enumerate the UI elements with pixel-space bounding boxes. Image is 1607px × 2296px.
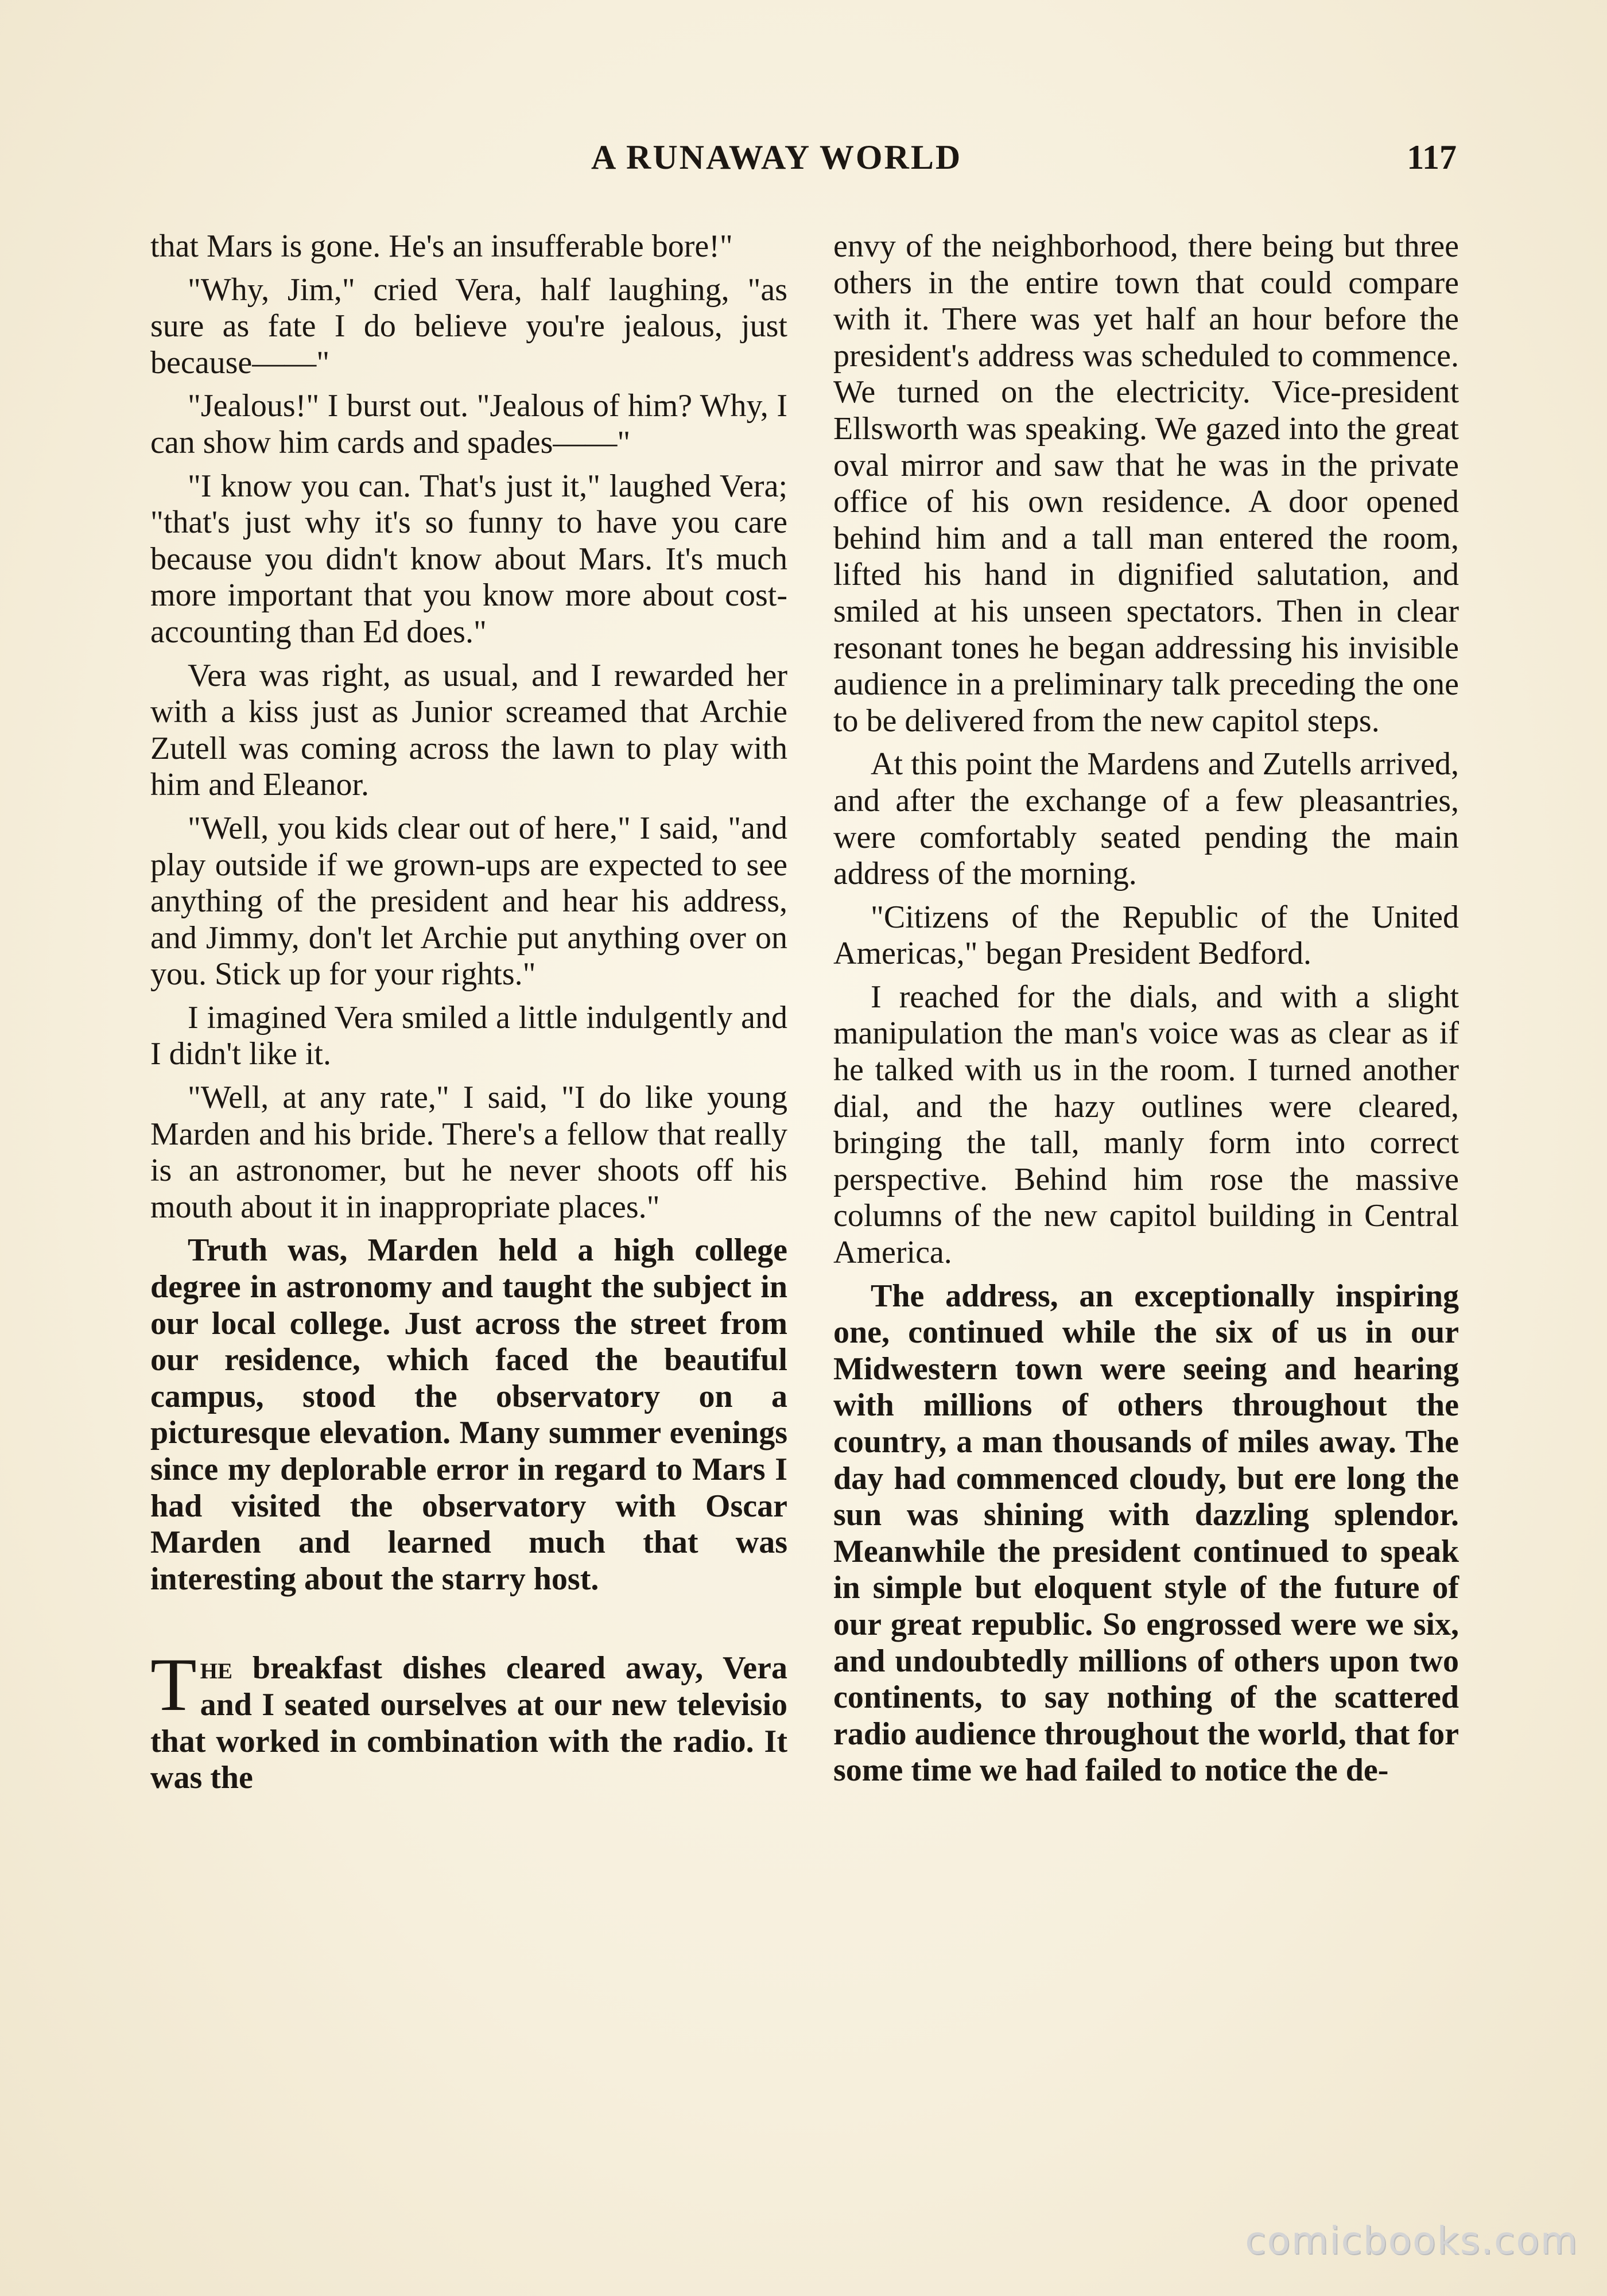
right-column <box>833 228 1459 1796</box>
paragraph: I imagined Vera smiled a little indulgently and I didn't like it. <box>150 999 787 1072</box>
left-column <box>150 228 787 1804</box>
paragraph: "Jealous!" I burst out. "Jealous of him? Why, I can show him cards and spades——" <box>150 388 787 460</box>
paragraph: "Why, Jim," cried Vera, half laughing, "as sure as fate I do believe you're jealous, just because——" <box>150 272 787 381</box>
paragraph: envy of the neighborhood, there being but three others in the entire town that could compare with it. There was yet half an hour before the president's address was scheduled to commence. We turned on the electricity. Vice-president Ellsworth was speaking. We gazed into the great oval mirror and saw that he was in the private office of his own residence. A door opened behind him and a tall man entered the room, lifted his hand in dignified salutation, and smiled at his unseen spectators. Then in clear resonant tones he began addressing his invisible audience in a preliminary talk preceding the one to be delivered from the new capitol steps. <box>833 228 1459 739</box>
running-head-title: A RUNAWAY WORLD <box>591 138 962 176</box>
paragraph: The address, an exceptionally inspiring one, continued while the six of us in our Midwestern town were seeing and hearing with millions of others throughout the country, a man thousands of miles away. The day had commenced cloudy, but ere long the sun was shining with dazzling splendor. Meanwhile the president continued to speak in simple but eloquent style of the future of our great republic. So engrossed were we six, and undoubtedly millions of others upon two continents, to say nothing of the scattered radio audience throughout the world, that for some time we had failed to notice the de- <box>833 1278 1459 1789</box>
drop-cap: T <box>150 1642 197 1727</box>
dropcap-smallcaps: he <box>200 1650 232 1686</box>
paragraph: Truth was, Marden held a high college degree in astronomy and taught the subject in our local college. Just across the street from our residence, which faced the beautiful campus, stood the observatory on a picturesque elevation. Many summer evenings since my deplorable error in regard to Mars I had visited the observatory with Oscar Marden and learned much that was interesting about the starry host. <box>150 1232 787 1597</box>
paragraph: Vera was right, as usual, and I rewarded her with a kiss just as Junior screamed that Archie Zutell was coming across the lawn to play with him and Eleanor. <box>150 657 787 803</box>
paragraph: At this point the Mardens and Zutells arrived, and after the exchange of a few pleasantries, were comfortably seated pending the main address of the morning. <box>833 746 1459 892</box>
paragraph: "Well, at any rate," I said, "I do like young Marden and his bride. There's a fellow that really is an astronomer, but he never shoots off his mouth about it in inappropriate places." <box>150 1080 787 1225</box>
paragraph: "I know you can. That's just it," laughed Vera; "that's just why it's so funny to have you care because you didn't know about Mars. It's much more important that you know more about cost-accounting than Ed does." <box>150 468 787 650</box>
paragraph: that Mars is gone. He's an insufferable bore!" <box>150 228 733 264</box>
section-break <box>150 1604 787 1650</box>
paragraph: "Well, you kids clear out of here," I said, "and play outside if we grown-ups are expected to see anything of the president and hear his address, and Jimmy, don't let Archie put anything over on you. Stick up for your rights." <box>150 810 787 992</box>
page-number: 117 <box>1407 138 1457 176</box>
dropcap-paragraph <box>150 1642 787 1796</box>
watermark-logo: comicbooks.com <box>1245 2219 1578 2263</box>
paragraph: "Citizens of the Republic of the United Americas," began President Bedford. <box>833 899 1459 972</box>
paragraph: I reached for the dials, and with a slight manipulation the man's voice was as clear as if he talked with us in the room. I turned another dial, and the hazy outlines were cleared, bringing the tall, manly form into correct perspective. Behind him rose the massive columns of the new capitol building in Central America. <box>833 979 1459 1271</box>
dropcap-paragraph-text: breakfast dishes cleared away, Vera and I seated ourselves at our new televisio that worked in combination with the radio. It was the <box>150 1650 787 1796</box>
